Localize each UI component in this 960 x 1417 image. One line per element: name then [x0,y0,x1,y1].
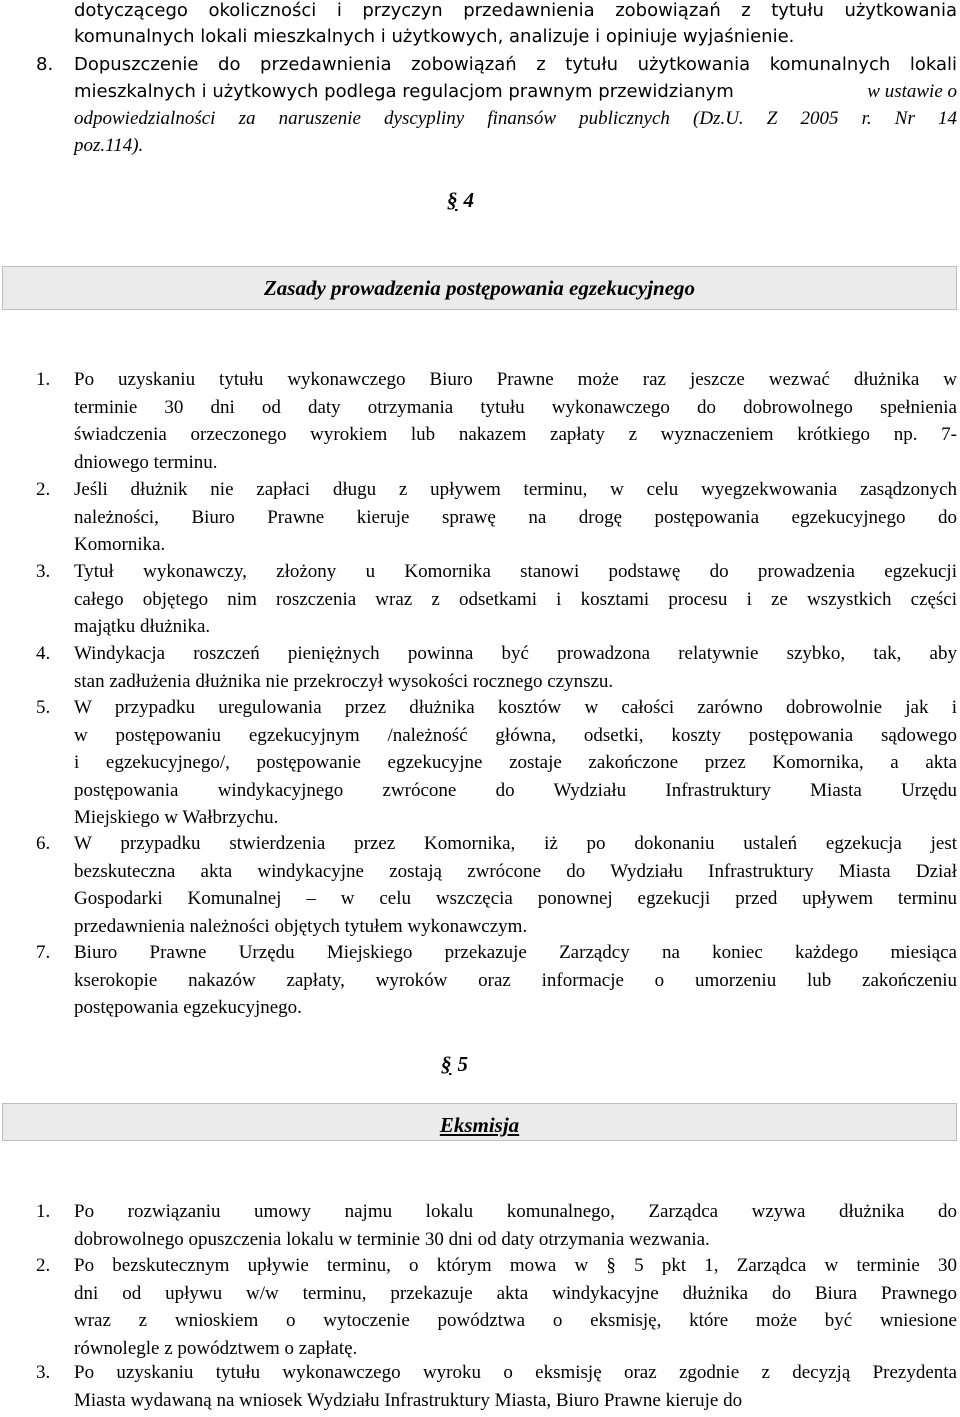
item-number: 7. [36,942,51,963]
paragraph-line: W przypadku stwierdzenia przez Komornika, iż po dokonaniu ustaleń egzekucja jest [74,833,957,854]
section-title-box [2,266,957,310]
paragraph-line: Jeśli dłużnik nie zapłaci długu z upływem terminu, w celu wyegzekwowania zasądzonych [74,479,957,500]
paragraph-line: Po uzyskaniu tytułu wykonawczego wyroku o eksmisję oraz zgodnie z decyzją Prezydenta [74,1362,957,1383]
item-number: 6. [36,833,51,854]
paragraph-line: w postępowaniu egzekucyjnym /należność główna, odsetki, koszty postępowania sądowego [74,724,957,746]
paragraph-line: Dopuszczenie do przedawnienia zobowiązań z tytułu użytkowania komunalnych lokali [74,54,957,75]
paragraph-line: całego objętego nim roszczenia wraz z odsetkami i kosztami procesu i ze wszystkich części [74,588,957,610]
paragraph-line: dni od upływu w/w terminu, przekazuje akta windykacyjne dłużnika do Biura Prawnego [74,1282,957,1304]
section-number [447,188,474,212]
item-number: 3. [36,561,51,582]
section-number [441,1052,468,1076]
paragraph-line: równolegle z powództwem o zapłatę. [74,1337,358,1359]
paragraph-line: Miasta wydawaną na wniosek Wydziału Infrastruktury Miasta, Biuro Prawne kieruje do [74,1389,743,1411]
paragraph-line: komunalnych lokali mieszkalnych i użytkowych, analizuje i opiniuje wyjaśnienie. [74,26,795,47]
paragraph-line: Windykacja roszczeń pieniężnych powinna być prowadzona relatywnie szybko, tak, aby [74,643,957,664]
paragraph-line: stan zadłużenia dłużnika nie przekroczył wysokości rocznego czynszu. [74,670,614,692]
paragraph-line-mixed [74,81,957,103]
paragraph-line: postępowania windykacyjnego zwrócone do Wydziału Infrastruktury Miasta Urzędu [74,779,957,801]
paragraph-line: majątku dłużnika. [74,616,211,637]
paragraph-line: W przypadku uregulowania przez dłużnika kosztów w całości zarówno dobrowolnie jak i [74,697,957,718]
section-sign: § [447,188,458,212]
paragraph-line: dotyczącego okoliczności i przyczyn przedawnienia zobowiązań z tytułu użytkowania [74,0,957,21]
paragraph-line: kserokopie nakazów zapłaty, wyroków oraz informacje o umorzeniu lub zakończeniu [74,969,957,991]
item-number: 8. [36,54,54,75]
item-number: 1. [36,369,51,390]
section-number-value: 4 [463,188,474,212]
section-number-value: 5 [457,1052,468,1076]
paragraph-line: wraz z wnioskiem o wytoczenie powództwa o eksmisję, które może być wniesione [74,1310,957,1331]
paragraph-line: Miejskiego w Wałbrzychu. [74,807,279,828]
paragraph-line: Tytuł wykonawczy, złożony u Komornika stanowi podstawę do prowadzenia egzekucji [74,561,957,582]
section-title: Eksmisja [439,1113,520,1137]
act-reference: w ustawie o [867,81,957,102]
item-number: 2. [36,479,51,500]
paragraph-line: i egzekucyjnego/, postępowanie egzekucyjne zostaje zakończone przez Komornika, a akta [74,752,957,773]
paragraph-line: bezskuteczna akta windykacyjne zostają zwrócone do Wydziału Infrastruktury Miasta Dział [74,860,957,882]
paragraph-line: Biuro Prawne Urzędu Miejskiego przekazuje Zarządcy na koniec każdego miesiąca [74,942,957,963]
paragraph-line: przedawnienia należności objętych tytułem wykonawczym. [74,915,528,937]
paragraph-line: postępowania egzekucyjnego. [74,997,302,1018]
item-number: 2. [36,1255,51,1276]
act-reference: poz.114). [74,135,144,156]
paragraph-line: Po bezskutecznym upływie terminu, o którym mowa w § 5 pkt 1, Zarządca w terminie 30 [74,1255,957,1276]
act-reference: odpowiedzialności za naruszenie dyscypliny finansów publicznych (Dz.U. Z 2005 r. Nr 14 [74,108,957,129]
paragraph-line: Po uzyskaniu tytułu wykonawczego Biuro Prawne może raz jeszcze wezwać dłużnika w [74,369,957,390]
section-title: Zasady prowadzenia postępowania egzekucyjnego [263,276,696,300]
paragraph-line: świadczenia orzeczonego wyrokiem lub nakazem zapłaty z wyznaczeniem krótkiego np. 7- [74,424,957,445]
section-title-box [2,1103,957,1141]
item-number: 1. [36,1201,51,1222]
paragraph-line: terminie 30 dni od daty otrzymania tytułu wykonawczego do dobrowolnego spełnienia [74,396,957,418]
paragraph-text: mieszkalnych i użytkowych podlega regulacjom prawnym przewidzianym [74,81,734,102]
paragraph-line: dniowego terminu. [74,451,218,473]
paragraph-line: należności, Biuro Prawne kieruje sprawę na drogę postępowania egzekucyjnego do [74,506,957,528]
paragraph-line: dobrowolnego opuszczenia lokalu w terminie 30 dni od daty otrzymania wezwania. [74,1228,710,1250]
paragraph-line: Po rozwiązaniu umowy najmu lokalu komunalnego, Zarządca wzywa dłużnika do [74,1201,957,1222]
section-sign: § [441,1052,452,1076]
item-number: 3. [36,1362,51,1383]
paragraph-line: Komornika. [74,534,166,555]
paragraph-line: Gospodarki Komunalnej – w celu wszczęcia ponownej egzekucji przed upływem terminu [74,888,957,909]
item-number: 5. [36,697,51,718]
item-number: 4. [36,643,51,664]
